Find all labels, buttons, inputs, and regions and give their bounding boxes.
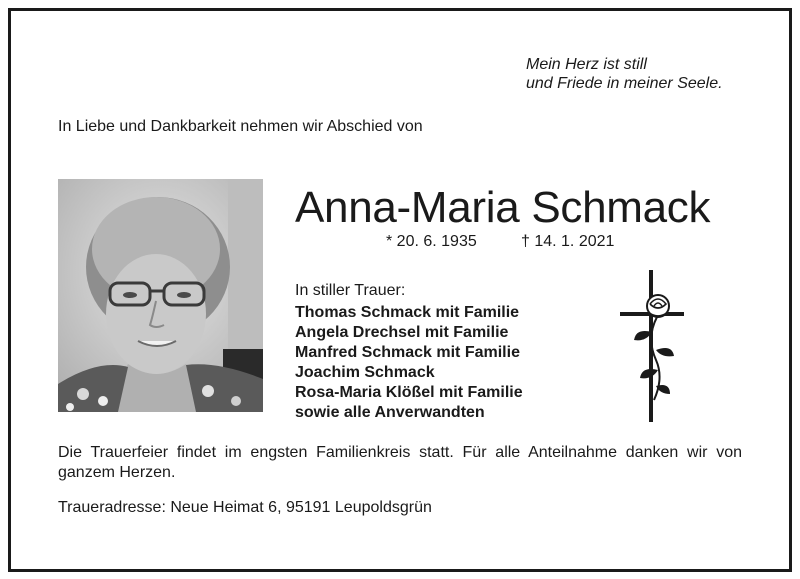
cross-with-rose-icon xyxy=(612,268,692,423)
motto-quote xyxy=(526,55,723,93)
intro-text: In Liebe und Dankbarkeit nehmen wir Abschied von xyxy=(58,118,423,135)
mourners-list xyxy=(295,303,523,423)
mourner-item: sowie alle Anverwandten xyxy=(295,404,485,421)
motto-line-1: Mein Herz ist still xyxy=(526,56,647,73)
mourners-label: In stiller Trauer: xyxy=(295,282,406,299)
mourner-item: Joachim Schmack xyxy=(295,364,435,381)
mourning-address: Traueradresse: Neue Heimat 6, 95191 Leupoldsgrün xyxy=(58,499,432,516)
mourner-item: Angela Drechsel mit Familie xyxy=(295,324,509,341)
deceased-name: Anna-Maria Schmack xyxy=(295,183,711,232)
motto-line-2: und Friede in meiner Seele. xyxy=(526,75,723,92)
portrait-photo xyxy=(58,179,263,412)
birth-date: * 20. 6. 1935 xyxy=(386,233,477,250)
mourner-item: Thomas Schmack mit Familie xyxy=(295,304,520,321)
mourner-item: Rosa-Maria Klößel mit Familie xyxy=(295,384,523,401)
death-date: † 14. 1. 2021 xyxy=(521,233,615,250)
mourner-item: Manfred Schmack mit Familie xyxy=(295,344,520,361)
service-text: Die Trauerfeier findet im engsten Familienkreis statt. Für alle Anteilnahme danken wir von ganzem Herzen. xyxy=(58,444,742,481)
